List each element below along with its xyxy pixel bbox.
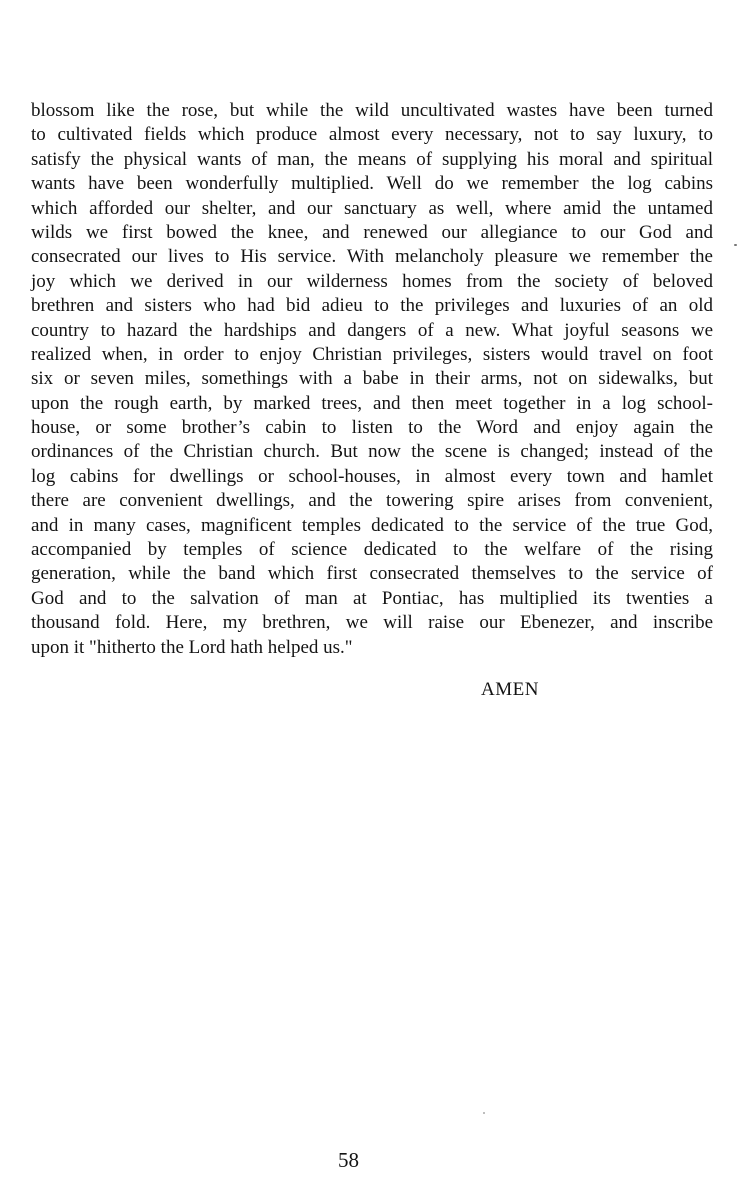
closing-amen: AMEN	[481, 679, 539, 700]
text-line: six or seven miles, somethings with a babe in their arms, not on sidewalks, but	[31, 368, 713, 390]
text-line: wants have been wonderfully multiplied. Well do we remember the log cabins	[31, 173, 713, 195]
text-line: and in many cases, magnificent temples dedicated to the service of the true God,	[31, 514, 713, 536]
text-line: thousand fold. Here, my brethren, we will raise our Ebenezer, and inscribe	[31, 612, 713, 634]
page-number: 58	[338, 1148, 359, 1172]
text-line: blossom like the rose, but while the wild uncultivated wastes have been turned	[31, 100, 713, 121]
text-line: there are convenient dwellings, and the towering spire arises from convenient,	[31, 490, 713, 512]
text-line: brethren and sisters who had bid adieu to the privileges and luxuries of an old	[31, 295, 713, 317]
text-line: country to hazard the hardships and dangers of a new. What joyful seasons we	[31, 319, 713, 341]
text-line: upon the rough earth, by marked trees, and then meet together in a log school-	[31, 392, 713, 414]
text-line: generation, while the band which first consecrated themselves to the service of	[31, 563, 713, 585]
text-line: consecrated our lives to His service. With melancholy pleasure we remember the	[31, 246, 713, 268]
scan-speck	[483, 1112, 485, 1114]
body-paragraph	[31, 99, 713, 660]
text-line: log cabins for dwellings or school-houses, in almost every town and hamlet	[31, 465, 713, 487]
text-line: satisfy the physical wants of man, the means of supplying his moral and spiritual	[31, 148, 713, 170]
text-line: ordinances of the Christian church. But now the scene is changed; instead of the	[31, 441, 713, 463]
scan-speck	[734, 244, 737, 246]
text-line: upon it "hitherto the Lord hath helped us."	[31, 636, 353, 658]
text-line: realized when, in order to enjoy Christian privileges, sisters would travel on foot	[31, 343, 713, 365]
text-line: wilds we first bowed the knee, and renewed our allegiance to our God and	[31, 221, 713, 243]
text-line: God and to the salvation of man at Pontiac, has multiplied its twenties a	[31, 587, 713, 609]
text-line: which afforded our shelter, and our sanctuary as well, where amid the untamed	[31, 197, 713, 219]
text-line: accompanied by temples of science dedicated to the welfare of the rising	[31, 539, 713, 561]
text-line: to cultivated fields which produce almost every necessary, not to say luxury, to	[31, 124, 713, 146]
text-line: joy which we derived in our wilderness homes from the society of beloved	[31, 270, 713, 292]
text-line: house, or some brother’s cabin to listen to the Word and enjoy again the	[31, 417, 713, 439]
